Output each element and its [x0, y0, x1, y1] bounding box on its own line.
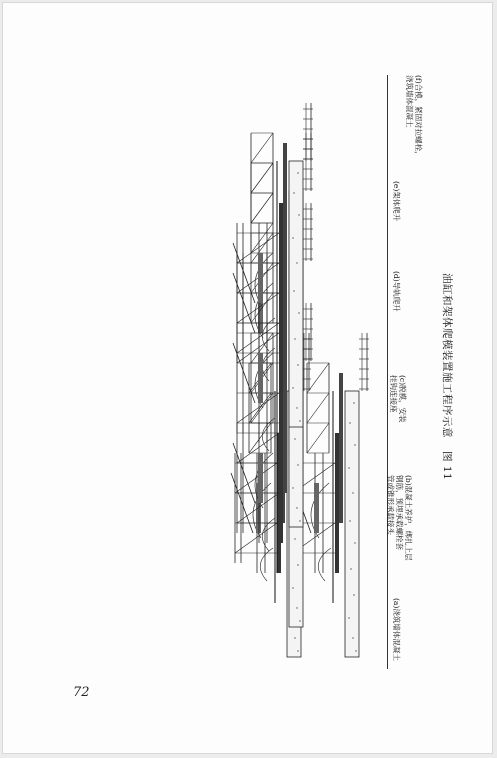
caption-b: (b)混凝土养护，绑扎上层 钢筋，预埋承载螺栓套 管或锥形承载接头 — [386, 475, 413, 561]
caption-c: (c)脱模，安装 挂钩连接座 — [389, 375, 407, 423]
figure-title — [441, 273, 453, 438]
figure-number — [441, 451, 453, 480]
figure-title-text: 油缸和架体爬模装置施工程序示意 — [441, 273, 453, 438]
caption-divider — [387, 75, 388, 669]
caption-d: (d)导轨爬升 — [392, 271, 401, 312]
figure-number-text: 图 11 — [441, 451, 453, 481]
document-page — [2, 2, 493, 754]
caption-a: (a)浇筑墙体混凝土 — [392, 598, 401, 661]
caption-f: (f)合模，紧固对拉螺栓， 浇筑墙体混凝土 — [405, 75, 423, 159]
caption-e: (e)架体爬升 — [392, 181, 401, 222]
page-number: 72 — [73, 685, 90, 700]
